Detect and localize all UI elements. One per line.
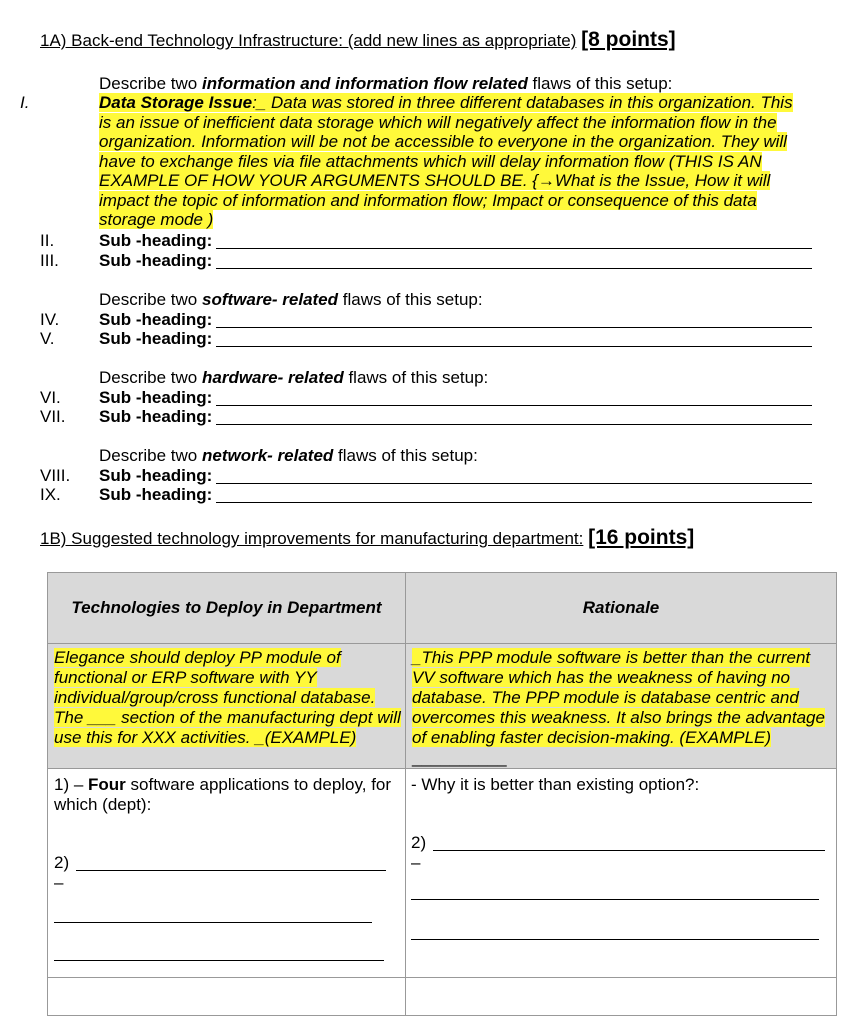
example-line: EXAMPLE OF HOW YOUR ARGUMENTS SHOULD BE. {→What is the Issue, How it will bbox=[99, 171, 771, 190]
intro-emphasis: software- related bbox=[201, 290, 339, 309]
intro-text: flaws of this setup: bbox=[343, 368, 489, 387]
answer-blank-line[interactable] bbox=[216, 268, 812, 269]
answer-blank-line[interactable] bbox=[54, 922, 372, 923]
sub-label-text: Sub -heading bbox=[99, 251, 207, 270]
example-right-text: _This PPP module software is better than the current VV software which has the weakness of having no database. The PPP module is database centric and overcomes this weakness. It also brings the advantage of enabling faster decision-making. (EXAMPLE) bbox=[412, 648, 825, 747]
table-header-row bbox=[48, 573, 837, 644]
answer-blank-line[interactable] bbox=[216, 483, 812, 484]
sub-label-text: Sub -heading bbox=[99, 310, 207, 329]
intro-text: flaws of this setup: bbox=[338, 290, 483, 309]
prompt-text: 1) – bbox=[54, 775, 89, 794]
prompt-bold: Four bbox=[88, 775, 126, 794]
numeral: IX. bbox=[40, 485, 61, 504]
sub-heading-label: Sub -heading: bbox=[99, 251, 213, 270]
sub-heading-label: Sub -heading: bbox=[99, 485, 213, 504]
answer-blank-line[interactable] bbox=[76, 870, 386, 871]
numeral-i: I. bbox=[20, 93, 30, 112]
intro-text: flaws of this setup: bbox=[333, 446, 478, 465]
intro-emphasis: hardware- related bbox=[201, 368, 344, 387]
answer-blank-line[interactable] bbox=[216, 248, 812, 249]
section-1a-points: [8 points] bbox=[581, 28, 676, 51]
example-answer bbox=[99, 93, 839, 230]
section-1a-title: 1A) Back-end Technology Infrastructure: (add new lines as appropriate) bbox=[40, 31, 577, 50]
answer-blank-line[interactable] bbox=[411, 939, 819, 940]
sub-heading-label: Sub -heading: bbox=[99, 466, 213, 485]
example-heading: Data Storage Issue bbox=[99, 93, 253, 112]
group-intro-software bbox=[99, 290, 483, 309]
sub-heading-label: Sub -heading: bbox=[99, 310, 213, 329]
example-line: impact the topic of information and information flow; Impact or consequence of this data bbox=[99, 190, 757, 210]
sub-label-text: Sub -heading bbox=[99, 329, 207, 348]
numeral: IV. bbox=[40, 310, 60, 329]
answer-left-number: 2) bbox=[54, 853, 70, 872]
example-line: organization. Information will be not be accessible to everyone in the organization. They will bbox=[99, 132, 787, 151]
numeral: VII. bbox=[40, 407, 66, 426]
col-header-technologies: Technologies to Deploy in Department bbox=[48, 573, 406, 644]
answer-blank-line[interactable] bbox=[433, 850, 825, 851]
sub-label-text: Sub -heading bbox=[99, 485, 207, 504]
answer-left-prompt bbox=[54, 775, 394, 814]
numeral: II. bbox=[40, 231, 55, 250]
answer-blank-line[interactable] bbox=[216, 502, 812, 503]
sub-label-text: Sub -heading bbox=[99, 231, 207, 250]
numeral: VIII. bbox=[40, 466, 71, 485]
intro-text: Describe two bbox=[99, 368, 202, 387]
sub-label-text: Sub -heading bbox=[99, 466, 207, 485]
intro-emphasis: information and information flow related bbox=[201, 74, 528, 93]
example-line: have to exchange files via file attachments which will delay information flow (THIS IS AN bbox=[99, 151, 762, 171]
answer-blank-line[interactable] bbox=[216, 424, 812, 425]
table-example-row bbox=[48, 644, 837, 769]
section-1b-title: 1B) Suggested technology improvements for manufacturing department: bbox=[40, 529, 584, 548]
sub-label-text: Sub -heading bbox=[99, 407, 207, 426]
numeral: VI. bbox=[40, 388, 61, 407]
answer-blank-line[interactable] bbox=[216, 346, 812, 347]
answer-blank-line[interactable] bbox=[216, 327, 812, 328]
answer-dash: – bbox=[54, 873, 64, 892]
answer-right-prompt: - Why it is better than existing option?: bbox=[411, 775, 700, 794]
empty-left-cell[interactable] bbox=[48, 978, 406, 1016]
numeral: III. bbox=[40, 251, 59, 270]
sub-heading-label: Sub -heading: bbox=[99, 231, 213, 250]
numeral: V. bbox=[40, 329, 55, 348]
prompt-text: software applications to deploy, for which (dept): bbox=[54, 775, 392, 814]
group-intro-hardware bbox=[99, 368, 488, 387]
example-right-cell bbox=[406, 644, 837, 769]
answer-left-cell[interactable] bbox=[48, 769, 406, 978]
intro-text: flaws of this setup: bbox=[527, 74, 673, 93]
section-1b-header bbox=[40, 526, 694, 550]
table-answer-row bbox=[48, 769, 837, 978]
answer-blank-line[interactable] bbox=[216, 405, 812, 406]
empty-right-cell[interactable] bbox=[406, 978, 837, 1016]
improvements-table bbox=[47, 572, 837, 1016]
col-header-rationale: Rationale bbox=[406, 573, 837, 644]
answer-right-cell[interactable] bbox=[406, 769, 837, 978]
answer-dash: – bbox=[411, 853, 421, 872]
sub-heading-label: Sub -heading: bbox=[99, 329, 213, 348]
table-empty-row bbox=[48, 978, 837, 1016]
group-intro-info bbox=[99, 74, 672, 93]
example-line: storage mode ) bbox=[99, 210, 214, 229]
example-left-cell bbox=[48, 644, 406, 769]
example-left-text: Elegance should deploy PP module of functional or ERP software with YY individual/group/cross functional database. The ___ section of the manufacturing dept will use this for XXX activities. _(EXAMPLE) bbox=[54, 648, 401, 747]
answer-blank-line[interactable] bbox=[54, 960, 384, 961]
sub-heading-label: Sub -heading: bbox=[99, 388, 213, 407]
intro-text: Describe two bbox=[99, 290, 202, 309]
group-intro-network bbox=[99, 446, 478, 465]
intro-text: Describe two bbox=[99, 446, 202, 465]
example-line: is an issue of inefficient data storage which will negatively affect the information flow in the bbox=[99, 112, 777, 132]
example-right-tail: __________ bbox=[412, 748, 507, 767]
intro-text: Describe two bbox=[99, 74, 202, 93]
example-line: :_ Data was stored in three different databases in this organization. This bbox=[252, 93, 793, 112]
sub-heading-label: Sub -heading: bbox=[99, 407, 213, 426]
sub-label-text: Sub -heading bbox=[99, 388, 207, 407]
answer-blank-line[interactable] bbox=[411, 899, 819, 900]
section-1a-header bbox=[40, 28, 676, 52]
section-1b-points: [16 points] bbox=[588, 526, 695, 549]
answer-right-number: 2) bbox=[411, 833, 427, 852]
intro-emphasis: network- related bbox=[201, 446, 334, 465]
